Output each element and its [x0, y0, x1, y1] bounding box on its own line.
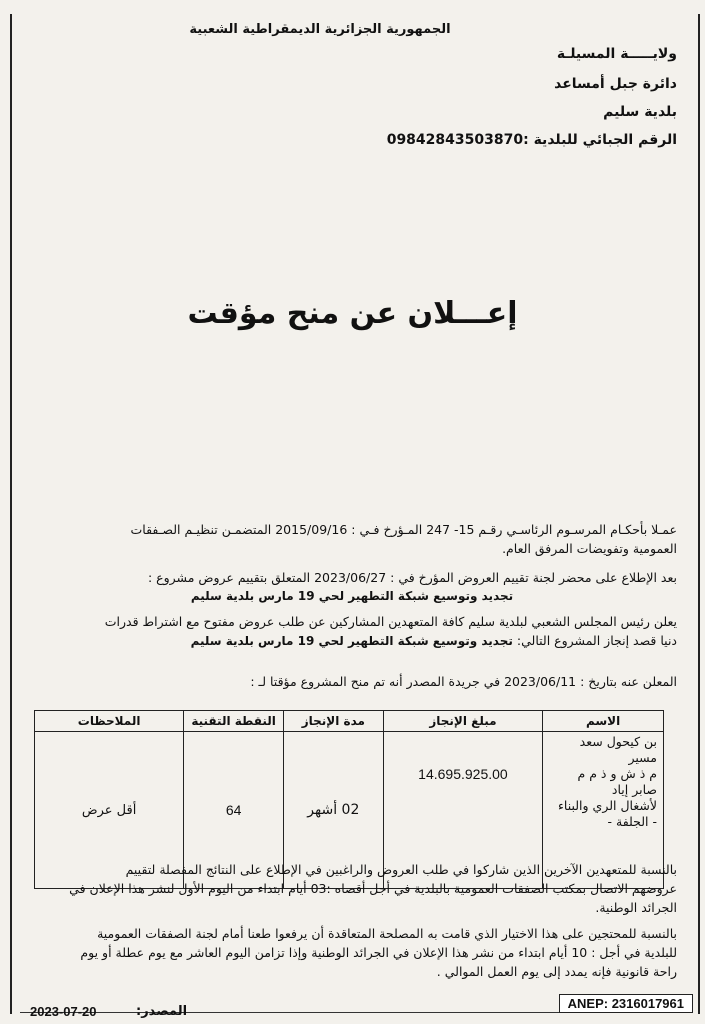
- announcement-line-1: يعلن رئيس المجلس الشعبي لبلدية سليم كافة المتعهدين المشاركين عن طلب عروض مفتوح مع اشتراط قدرات: [104, 614, 677, 629]
- duration-cell: 02 أشهر: [283, 732, 383, 889]
- tax-number: الرقم الجبائي للبلدية :09842843503870: [386, 132, 677, 148]
- announcement-line-2: [27, 631, 677, 651]
- results-line-3: الجرائد الوطنية.: [595, 900, 677, 915]
- header-name: الاسم: [543, 711, 664, 732]
- appeal-line-1: بالنسبة للمحتجين على هذا الاختيار الذي قامت به المصلحة المتعاقدة أن يرفعوا طعنا أمام لجنة الصفقات العمومية: [97, 926, 677, 941]
- amount-cell: 14.695.925.00: [383, 732, 543, 889]
- header-technical-score: النقطة التقنية: [184, 711, 284, 732]
- anep-reference: ANEP: 2316017961: [559, 994, 693, 1013]
- technical-score-cell: 64: [184, 732, 284, 889]
- table-header-row: [35, 711, 664, 732]
- appeal-line-3: راحة قانونية فإنه يمدد إلى يوم العمل الموالي .: [436, 964, 677, 979]
- results-line-2: عروضهم الاتصال بمكتب الصفقات العمومية بالبلدية في أجل أقصاه :03 أيام ابتداء من اليوم الأول لنشر هذا الإعلان في: [69, 881, 677, 896]
- remarks-cell: أقل عرض: [35, 732, 184, 889]
- decree-line-2: العمومية وتفويضات المرفق العام.: [502, 541, 677, 556]
- winner-line: بن كيحول سعد: [579, 734, 657, 749]
- paragraph-announcement: [27, 612, 677, 651]
- paragraph-appeal: [27, 924, 677, 981]
- daira-label: دائرة جبل أمساعد: [554, 76, 677, 92]
- commune-label: بلدية سليم: [603, 104, 677, 120]
- publication-date: 2023-07-20: [30, 1004, 97, 1019]
- evaluation-line-1: بعد الإطلاع على محضر لجنة تقييم العروض المؤرخ في : 2023/06/27 المتعلق بتقييم عروض مشروع :: [147, 570, 677, 585]
- winner-line: لأشغال الري والبناء: [558, 798, 657, 813]
- announcement-prefix: دنيا قصد إنجاز المشروع التالي:: [516, 633, 677, 648]
- decree-line-1: عمـلا بأحكـام المرسـوم الرئاسـي رقـم 15- 247 المـؤرخ فـي : 2015/09/16 المتضمـن تنظيـم الصـفقات: [130, 522, 677, 537]
- winner-line: صابر إياد: [611, 782, 657, 797]
- winner-line: - الجلفة -: [607, 814, 657, 829]
- winner-line: مسير: [628, 750, 657, 765]
- wilaya-label: ولايـــــة المسيلـة: [556, 46, 677, 62]
- appeal-line-2: للبلدية في أجل : 10 أيام ابتداء من نشر هذا الإعلان في الجرائد الوطنية وإذا تزامن اليوم العاشر مع يوم عطلة أو يوم: [80, 945, 677, 960]
- paragraph-results-access: [27, 860, 677, 917]
- paragraph-decree: [27, 520, 677, 558]
- results-line-1: بالنسبة للمتعهدين الآخرين الذين شاركوا في طلب العروض والراغبين في الإطلاع على النتائج المفصلة لتقييم: [125, 862, 677, 877]
- header-duration: مدة الإنجاز: [283, 711, 383, 732]
- paragraph-award: المعلن عنه بتاريخ : 2023/06/11 في جريدة المصدر أنه تم منح المشروع مؤقتا لـ :: [250, 674, 677, 689]
- evaluation-project: تجديد وتوسيع شبكة التطهير لحي 19 مارس بلدية سليم: [190, 589, 514, 603]
- announcement-project: تجديد وتوسيع شبكة التطهير لحي 19 مارس بلدية سليم: [190, 634, 513, 648]
- republic-heading: الجمهورية الجزائرية الديمقراطية الشعبية: [189, 22, 451, 37]
- notice-title: إعـــلان عن منح مؤقت: [187, 296, 518, 331]
- source-label: المصدر:: [136, 1004, 188, 1019]
- winner-line: م ذ ش و ذ م م: [577, 766, 657, 781]
- paragraph-evaluation: [27, 568, 677, 606]
- header-amount: مبلغ الإنجاز: [383, 711, 543, 732]
- header-remarks: الملاحظات: [35, 711, 184, 732]
